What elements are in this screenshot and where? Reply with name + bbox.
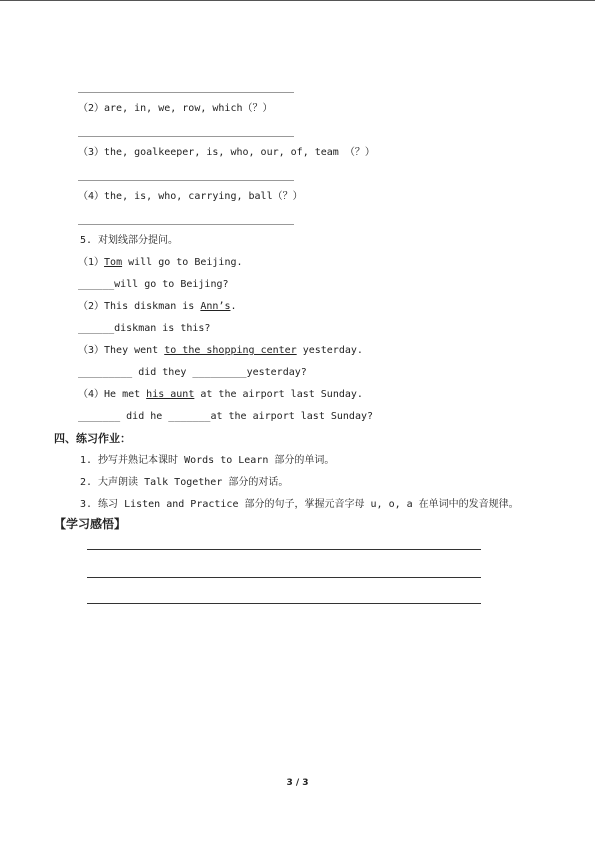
q5-item-1: [78, 257, 243, 269]
homework-item-3: 3. 练习 Listen and Practice 部分的句子，掌握元音字母 u, o, a 在单词中的发音规律。: [80, 499, 519, 510]
q5-heading: 5. 对划线部分提问。: [80, 235, 179, 246]
q5-item-2: [78, 301, 237, 313]
reflection-heading: 【学习感悟】: [54, 517, 127, 531]
answer-line: [78, 224, 294, 225]
q5-item-1-underlined: Tom: [104, 257, 123, 268]
q5-answer-1: ______will go to Beijing?: [78, 279, 229, 290]
homework-item-1: 1. 抄写并熟记本课时 Words to Learn 部分的单词。: [80, 455, 335, 466]
reorder-item-2: （2）are, in, we, row, which（？）: [78, 103, 273, 114]
q5-answer-4: _______ did he _______at the airport last Sunday?: [78, 411, 374, 422]
reflection-line: [87, 577, 481, 578]
top-border: [0, 0, 595, 1]
reflection-line: [87, 603, 481, 604]
q5-item-4-post: at the airport last Sunday.: [194, 389, 363, 400]
answer-line: [78, 136, 294, 137]
homework-item-2: 2. 大声朗读 Talk Together 部分的对话。: [80, 477, 289, 488]
q5-item-3-post: yesterday.: [296, 345, 363, 356]
homework-heading: 四、练习作业：: [54, 432, 131, 445]
q5-item-3-underlined: to the shopping center: [164, 345, 297, 356]
q5-item-2-post: .: [230, 301, 237, 312]
q5-item-3-pre: （3）They went: [78, 345, 165, 356]
q5-item-1-post: will go to Beijing.: [122, 257, 243, 268]
answer-line: [78, 92, 294, 93]
q5-item-1-pre: （1）: [78, 257, 105, 268]
reflection-line: [87, 549, 481, 550]
q5-item-4-pre: （4）He met: [78, 389, 147, 400]
q5-answer-2: ______diskman is this?: [78, 323, 211, 334]
page-number: 3 / 3: [286, 778, 309, 788]
q5-item-2-pre: （2）This diskman is: [78, 301, 201, 312]
q5-answer-3: _________ did they _________yesterday?: [78, 367, 307, 378]
reorder-item-3: （3）the, goalkeeper, is, who, our, of, team （？）: [78, 147, 375, 158]
q5-item-2-underlined: Ann’s: [200, 301, 231, 312]
q5-item-3: [78, 345, 363, 357]
q5-item-4: [78, 389, 363, 401]
reorder-item-4: （4）the, is, who, carrying, ball（？）: [78, 191, 303, 202]
answer-line: [78, 180, 294, 181]
q5-item-4-underlined: his aunt: [146, 389, 195, 400]
